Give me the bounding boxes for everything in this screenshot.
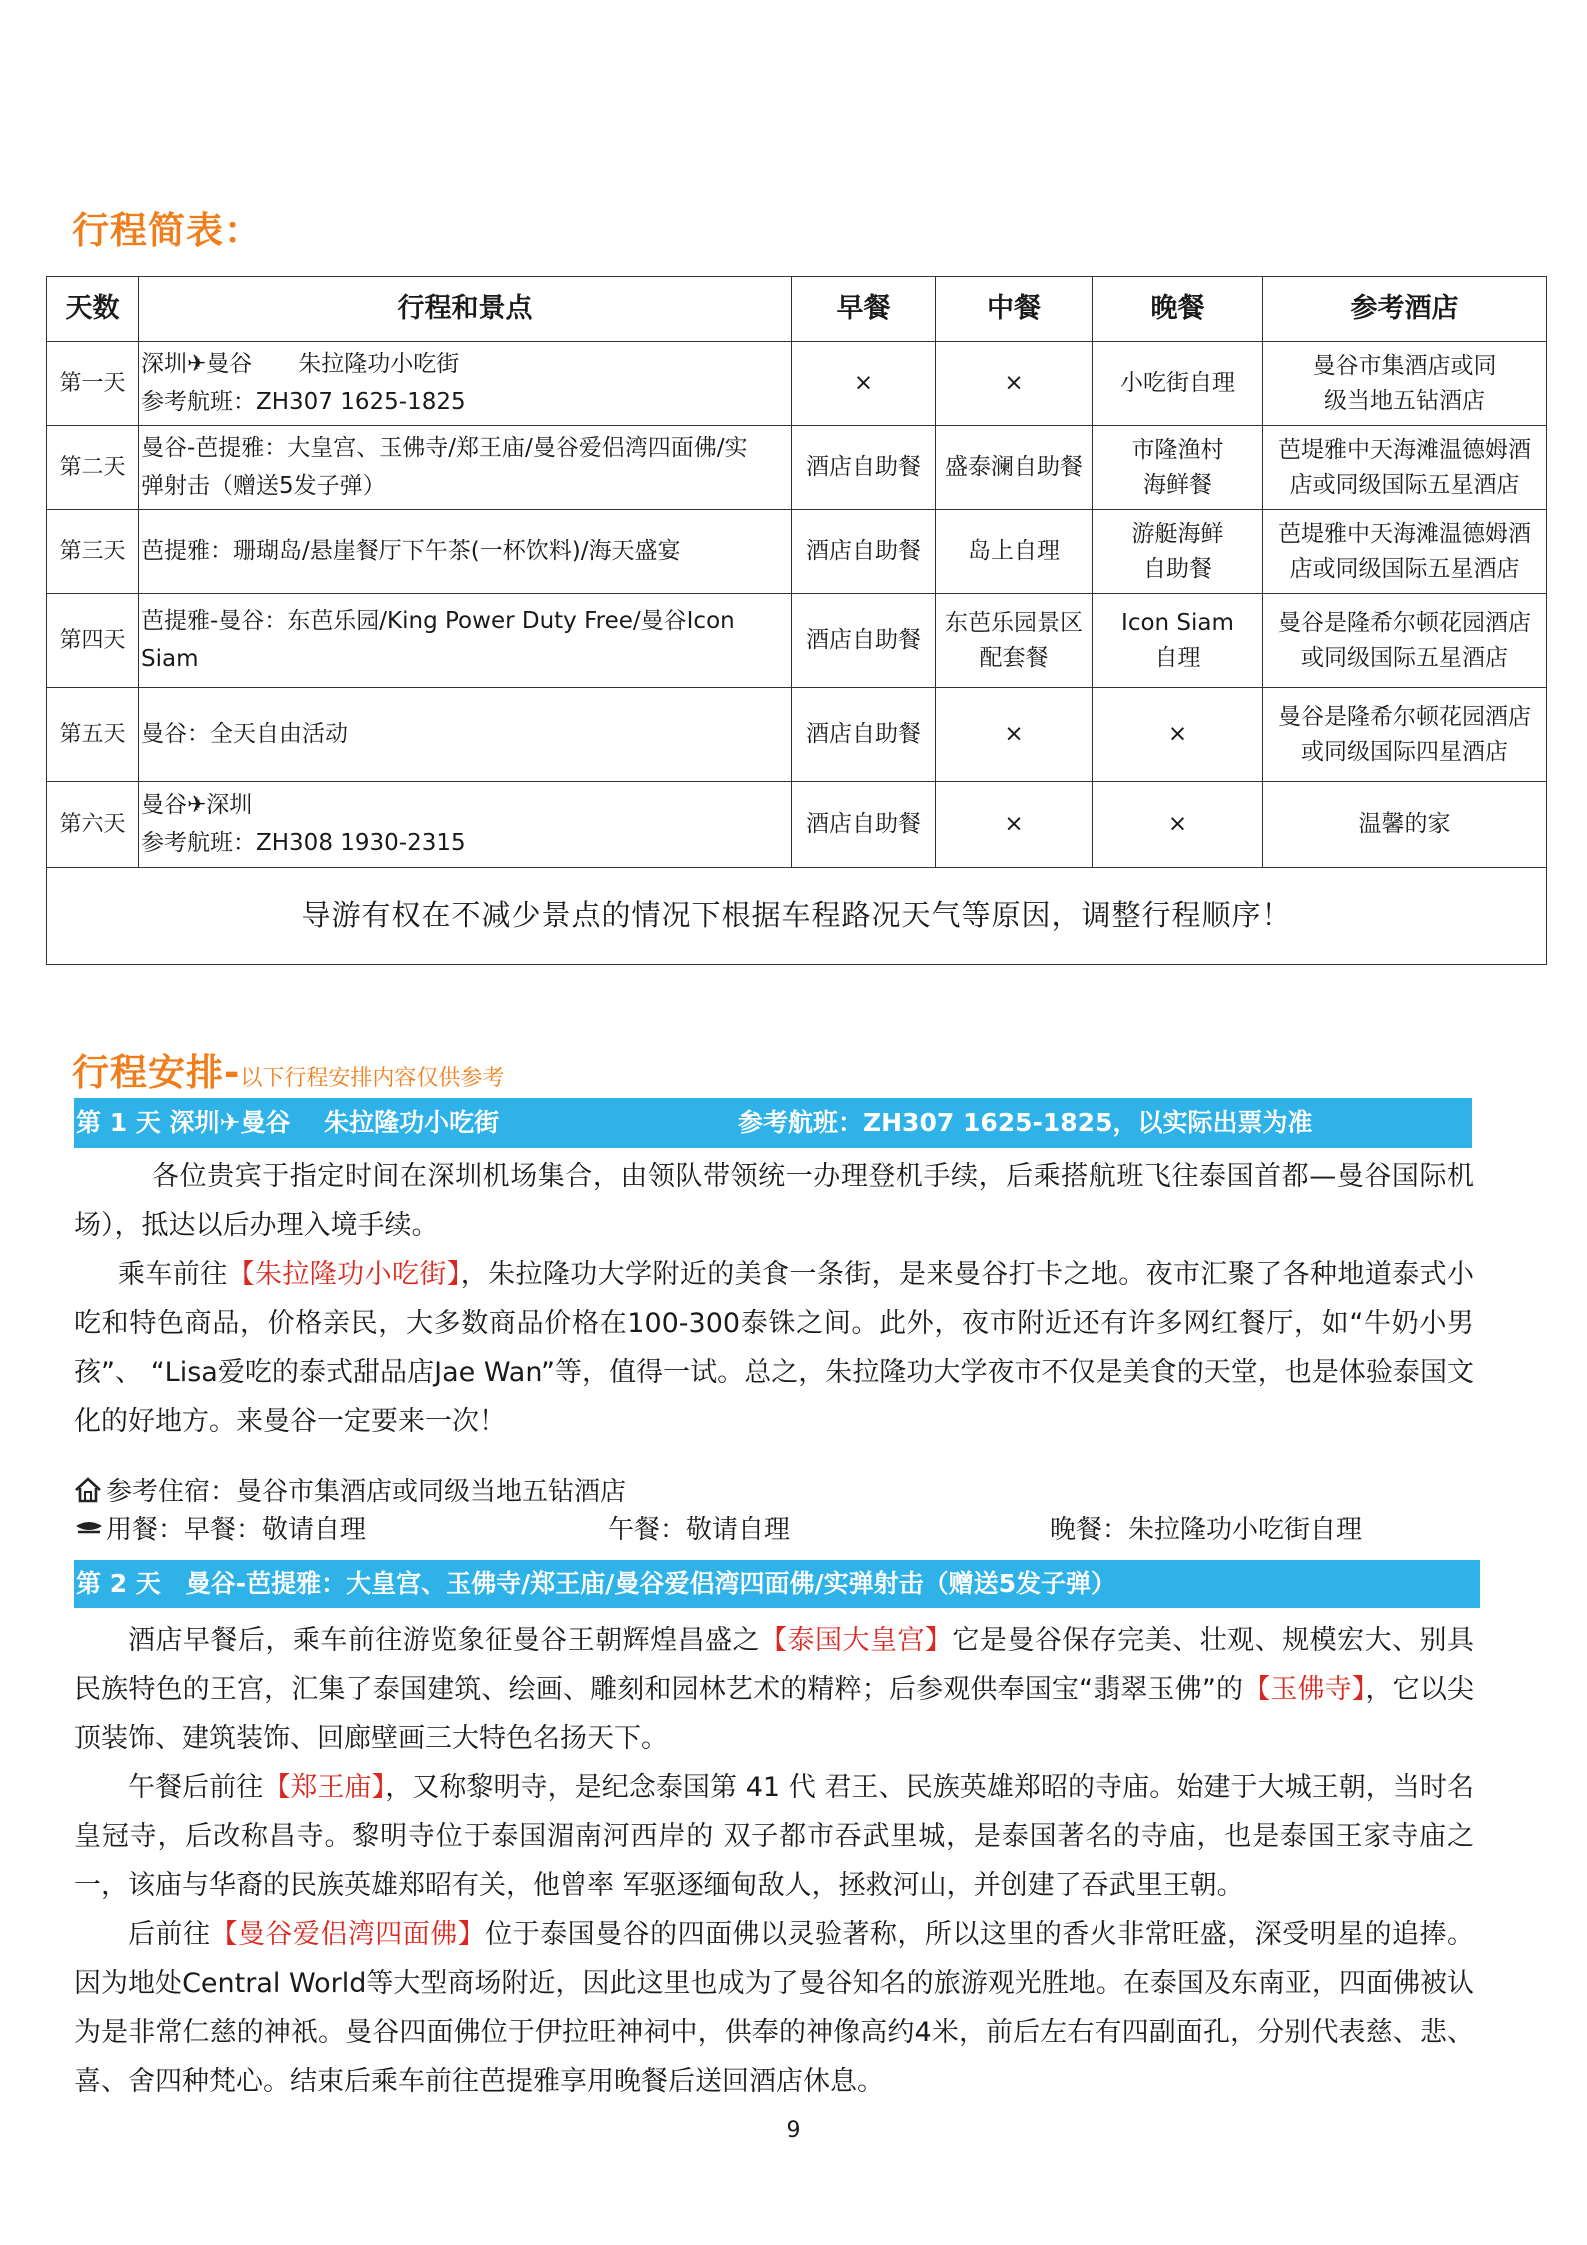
header-day: 天数 [47,277,139,342]
hotel-text: 参考住宿：曼谷市集酒店或同级当地五钻酒店 [106,1477,627,1507]
dinner-line: Icon Siam [1121,610,1234,636]
day1-bar-title: 第 1 天 深圳✈曼谷 朱拉隆功小吃街 [76,1108,500,1137]
day-cell: 第五天 [47,688,139,782]
hotel-cell: 温馨的家 [1263,782,1547,868]
breakfast-cell: 酒店自助餐 [792,782,936,868]
route-line: 曼谷✈深圳 [141,791,253,818]
text-run: ，它以尖顶装饰、建筑装饰、回廊壁画三大特色名扬天下。 [74,1674,1475,1754]
meal-dinner: 晚餐：朱拉隆功小吃街自理 [1050,1515,1363,1545]
day2-paragraph-2 [74,1763,1474,1910]
meal-lunch: 午餐：敬请自理 [608,1515,791,1545]
lunch-cell: × [936,688,1093,782]
day-cell: 第一天 [47,342,139,426]
day-cell: 第四天 [47,594,139,688]
dinner-cell [1093,510,1263,594]
itinerary-heading [72,1042,504,1096]
hotel-line: 店或同级国际五星酒店 [1289,555,1520,582]
route-line: 深圳✈曼谷 朱拉隆功小吃街 [141,350,460,377]
table-row [47,782,1547,868]
lunch-line: 配套餐 [979,644,1049,671]
header-dinner: 晚餐 [1093,277,1263,342]
hotel-line: 级当地五钻酒店 [1324,387,1485,414]
table-row [47,594,1547,688]
route-line: 弹射击（赠送5发子弹） [141,472,386,499]
route-cell [139,426,792,510]
header-lunch: 中餐 [936,277,1093,342]
lunch-cell: 岛上自理 [936,510,1093,594]
day1-bar [74,1098,1472,1148]
highlight-attraction: 【玉佛寺】 [1243,1674,1366,1705]
route-cell: 曼谷：全天自由活动 [139,688,792,782]
route-line: 参考航班：ZH307 1625-1825 [141,388,466,415]
hotel-line: 曼谷是隆希尔顿花园酒店 [1278,610,1531,636]
lunch-cell [936,594,1093,688]
dinner-line: 自理 [1154,644,1201,671]
home-icon [74,1477,102,1513]
text-run: ，又称黎明寺，是纪念泰国第 41 代 君王、民族英雄郑昭的寺庙。始建于大城王朝，当时名皇冠寺，后改称昌寺。黎明寺位于泰国湄南河西岸的 双子都市吞武里城，是泰国著名的寺庙，也是泰国王家寺庙之一，该庙与华裔的民族英雄郑昭有关，他曾率 军驱逐缅甸敌人，拯救河山，并创建了吞武里王朝。 [74,1772,1475,1901]
dinner-line: 市隆渔村 [1131,437,1224,463]
day2-paragraph-3 [74,1910,1474,2106]
table-header-row [47,277,1547,342]
dinner-cell: × [1093,782,1263,868]
text-run: 位于泰国曼谷的四面佛以灵验著称，所以这里的香火非常旺盛，深受明星的追捧。因为地处Central World等大型商场附近，因此这里也成为了曼谷知名的旅游观光胜地。在泰国及东南亚，四面佛被认为是非常仁慈的神祇。曼谷四面佛位于伊拉旺神祠中，供奉的神像高约4米，前后左右有四副面孔，分别代表慈、悲、喜、舍四种梵心。结束后乘车前往芭提雅享用晚餐后送回酒店休息。 [74,1919,1475,2097]
hotel-cell [1263,688,1547,782]
hotel-cell [1263,510,1547,594]
dish-icon [74,1514,104,1550]
text-run: 乘车前往 [118,1259,228,1290]
dinner-line: 海鲜餐 [1143,471,1212,498]
dinner-cell: × [1093,688,1263,782]
hotel-line: 芭堤雅中天海滩温德姆酒 [1278,521,1531,547]
notice-text: 导游有权在不减少景点的情况下根据车程路况天气等原因，调整行程顺序！ [47,868,1547,965]
dinner-cell: 小吃街自理 [1093,342,1263,426]
itinerary-subtitle: 以下行程安排内容仅供参考 [240,1066,505,1091]
header-hotel: 参考酒店 [1263,277,1547,342]
day1-paragraph-1: 各位贵宾于指定时间在深圳机场集合，由领队带领统一办理登机手续，后乘搭航班飞往泰国首都—曼谷国际机场），抵达以后办理入境手续。 [74,1161,1474,1241]
highlight-attraction: 【曼谷爱侣湾四面佛】 [210,1919,486,1950]
route-cell [139,342,792,426]
day2-paragraph-1 [74,1616,1474,1763]
hotel-line: 曼谷是隆希尔顿花园酒店 [1278,704,1531,730]
dinner-line: 游艇海鲜 [1131,521,1224,547]
day1-meal-line [74,1512,1474,1550]
header-route: 行程和景点 [139,277,792,342]
breakfast-cell: × [792,342,936,426]
itinerary-title: 行程安排- [72,1051,241,1094]
breakfast-cell: 酒店自助餐 [792,510,936,594]
day-cell: 第二天 [47,426,139,510]
table-row [47,510,1547,594]
route-cell: 芭提雅：珊瑚岛/悬崖餐厅下午茶(一杯饮料)/海天盛宴 [139,510,792,594]
route-cell [139,594,792,688]
route-line: 芭提雅-曼谷：东芭乐园/King Power Duty Free/曼谷Icon [141,607,735,634]
hotel-line: 或同级国际四星酒店 [1301,738,1508,765]
text-run: 午餐后前往 [128,1772,264,1803]
page-number: 9 [786,2118,801,2143]
header-breakfast: 早餐 [792,277,936,342]
hotel-cell [1263,426,1547,510]
text-run: 后前往 [128,1919,211,1950]
meal-breakfast: 用餐：早餐：敬请自理 [106,1515,367,1545]
highlight-attraction: 【郑王庙】 [263,1772,386,1803]
day1-paragraph-2 [74,1250,1474,1446]
route-line: 参考航班：ZH308 1930-2315 [141,829,466,856]
text-run: 酒店早餐后，乘车前往游览象征曼谷王朝辉煌昌盛之 [128,1625,761,1656]
itinerary-summary-table [46,276,1547,965]
day2-bar: 第 2 天 曼谷-芭提雅：大皇宫、玉佛寺/郑王庙/曼谷爱侣湾四面佛/实弹射击（赠送5发子弹） [74,1560,1480,1608]
text-run: ，朱拉隆功大学附近的美食一条街，是来曼谷打卡之地。夜市汇聚了各种地道泰式小吃和特色商品，价格亲民，大多数商品价格在100-300泰铢之间。此外，夜市附近还有许多网红餐厅，如“牛奶小男孩”、 “Lisa爱吃的泰式甜品店Jae Wan”等，值得一试。总之，朱拉隆功大学夜市不仅是美食的天堂，也是体验泰国文化的好地方。来曼谷一定要来一次！ [74,1259,1475,1437]
route-line: 曼谷-芭提雅：大皇宫、玉佛寺/郑王庙/曼谷爱侣湾四面佛/实 [141,434,748,461]
table-row [47,426,1547,510]
day-cell: 第六天 [47,782,139,868]
dinner-cell [1093,594,1263,688]
lunch-cell: × [936,782,1093,868]
lunch-cell: 盛泰澜自助餐 [936,426,1093,510]
dinner-cell [1093,426,1263,510]
day1-hotel-line [74,1474,626,1513]
breakfast-cell: 酒店自助餐 [792,594,936,688]
table-row [47,342,1547,426]
breakfast-cell: 酒店自助餐 [792,688,936,782]
hotel-cell [1263,594,1547,688]
summary-title: 行程简表： [72,209,262,252]
highlight-attraction: 【泰国大皇宫】 [760,1625,953,1656]
route-line: Siam [141,645,199,672]
breakfast-cell: 酒店自助餐 [792,426,936,510]
hotel-line: 店或同级国际五星酒店 [1289,471,1520,498]
hotel-cell [1263,342,1547,426]
dinner-line: 自助餐 [1143,555,1212,582]
text-run: 它是曼谷保存完美、壮观、规模宏大、别具民族特色的王宫，汇集了泰国建筑、绘画、雕刻和园林艺术的精粹；后参观供奉国宝“翡翠玉佛”的 [74,1625,1475,1705]
route-cell [139,782,792,868]
lunch-line: 东芭乐园景区 [945,610,1083,636]
day1-bar-flight: 参考航班：ZH307 1625-1825，以实际出票为准 [738,1108,1313,1137]
highlight-attraction: 【朱拉隆功小吃街】 [227,1259,461,1290]
lunch-cell: × [936,342,1093,426]
hotel-line: 或同级国际五星酒店 [1301,644,1508,671]
table-row [47,688,1547,782]
day-cell: 第三天 [47,510,139,594]
hotel-line: 曼谷市集酒店或同 [1312,353,1497,379]
hotel-line: 芭堤雅中天海滩温德姆酒 [1278,437,1531,463]
notice-row [47,868,1547,965]
